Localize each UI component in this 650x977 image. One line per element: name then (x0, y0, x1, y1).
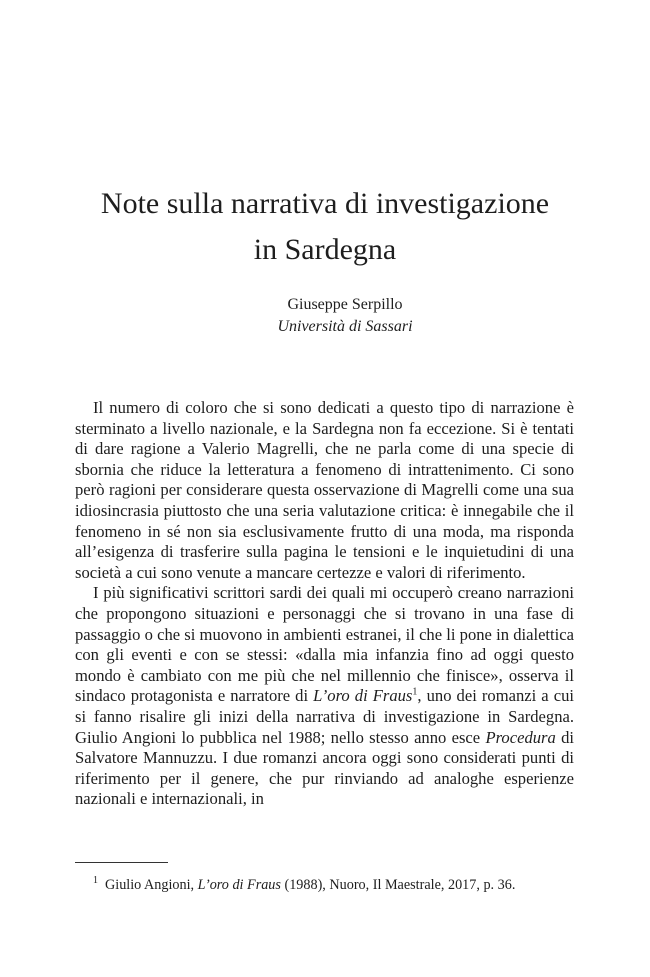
footnote-reference[interactable]: 1 (412, 686, 418, 698)
body-text (75, 398, 574, 810)
paragraph-2 (75, 583, 574, 810)
footnote-text-2: (1988), Nuoro, Il Maestrale, 2017, p. 36. (280, 877, 516, 893)
footnote-number: 1 (93, 875, 98, 887)
article-title (70, 181, 580, 273)
article-title-line-2: in Sardegna (253, 233, 397, 266)
book-title-procedura: Procedura (485, 727, 556, 747)
paragraph-1: Il numero di coloro che si sono dedicati a questo tipo di narrazione è sterminato a livello nazionale, e la Sardegna non fa eccezione. Si è tentati di dare ragione a Valerio Magrelli, che ne parla come di una specie di sbornia che riduce la letteratura a fenomeno di intrattenimento. Ci sono però ragioni per considerare questa osservazione di Magrelli come una sua idiosincrasia piuttosto che una seria valutazione critica: è innegabile che il fenomeno in sé non sia esclusivamente frutto di una moda, ma risponda all’esigenza di trasferire sulla pagina le tensioni e le inquietudini di una società a cui sono venute a mancare certezze e valori di riferimento. (75, 398, 574, 582)
footnote (93, 876, 583, 894)
paragraph-2-text-2: , uno dei romanzi a cui si fanno risalire gli inizi della narrativa di investigazione in Sardegna. Giulio Angioni lo pubblica nel 1988; nello stesso anno esce (75, 686, 575, 747)
paragraph-2-text-3: di Salvatore Mannuzzu. I due romanzi ancora oggi sono considerati punti di riferimento per il genere, che pur rinviando ad analoghe esperienze nazionali e internazionali, in (75, 727, 575, 809)
author-block (45, 294, 645, 338)
footnote-book-title: L’oro di Fraus (197, 877, 281, 893)
article-title-line-1: Note sulla narrativa di investigazione (100, 187, 550, 220)
author-affiliation: Università di Sassari (277, 318, 413, 335)
paragraph-2-text-1: I più significativi scrittori sardi dei quali mi occuperò creano narrazioni che propongono situazioni e personaggi che si trovano in una fase di passaggio o che si muovono in ambienti estranei, il che li pone in dialettica con gli eventi e con se stessi: «dalla mia infanzia fino ad oggi questo mondo è cambiato con me più che nel millennio che finisce», osserva il sindaco protagonista e narratore di (75, 583, 574, 706)
footnote-divider (75, 862, 168, 863)
author-name: Giuseppe Serpillo (287, 296, 403, 313)
book-title-loro-di-fraus: L’oro di Fraus (313, 686, 413, 706)
footnote-text-1: Giulio Angioni, (105, 877, 198, 893)
